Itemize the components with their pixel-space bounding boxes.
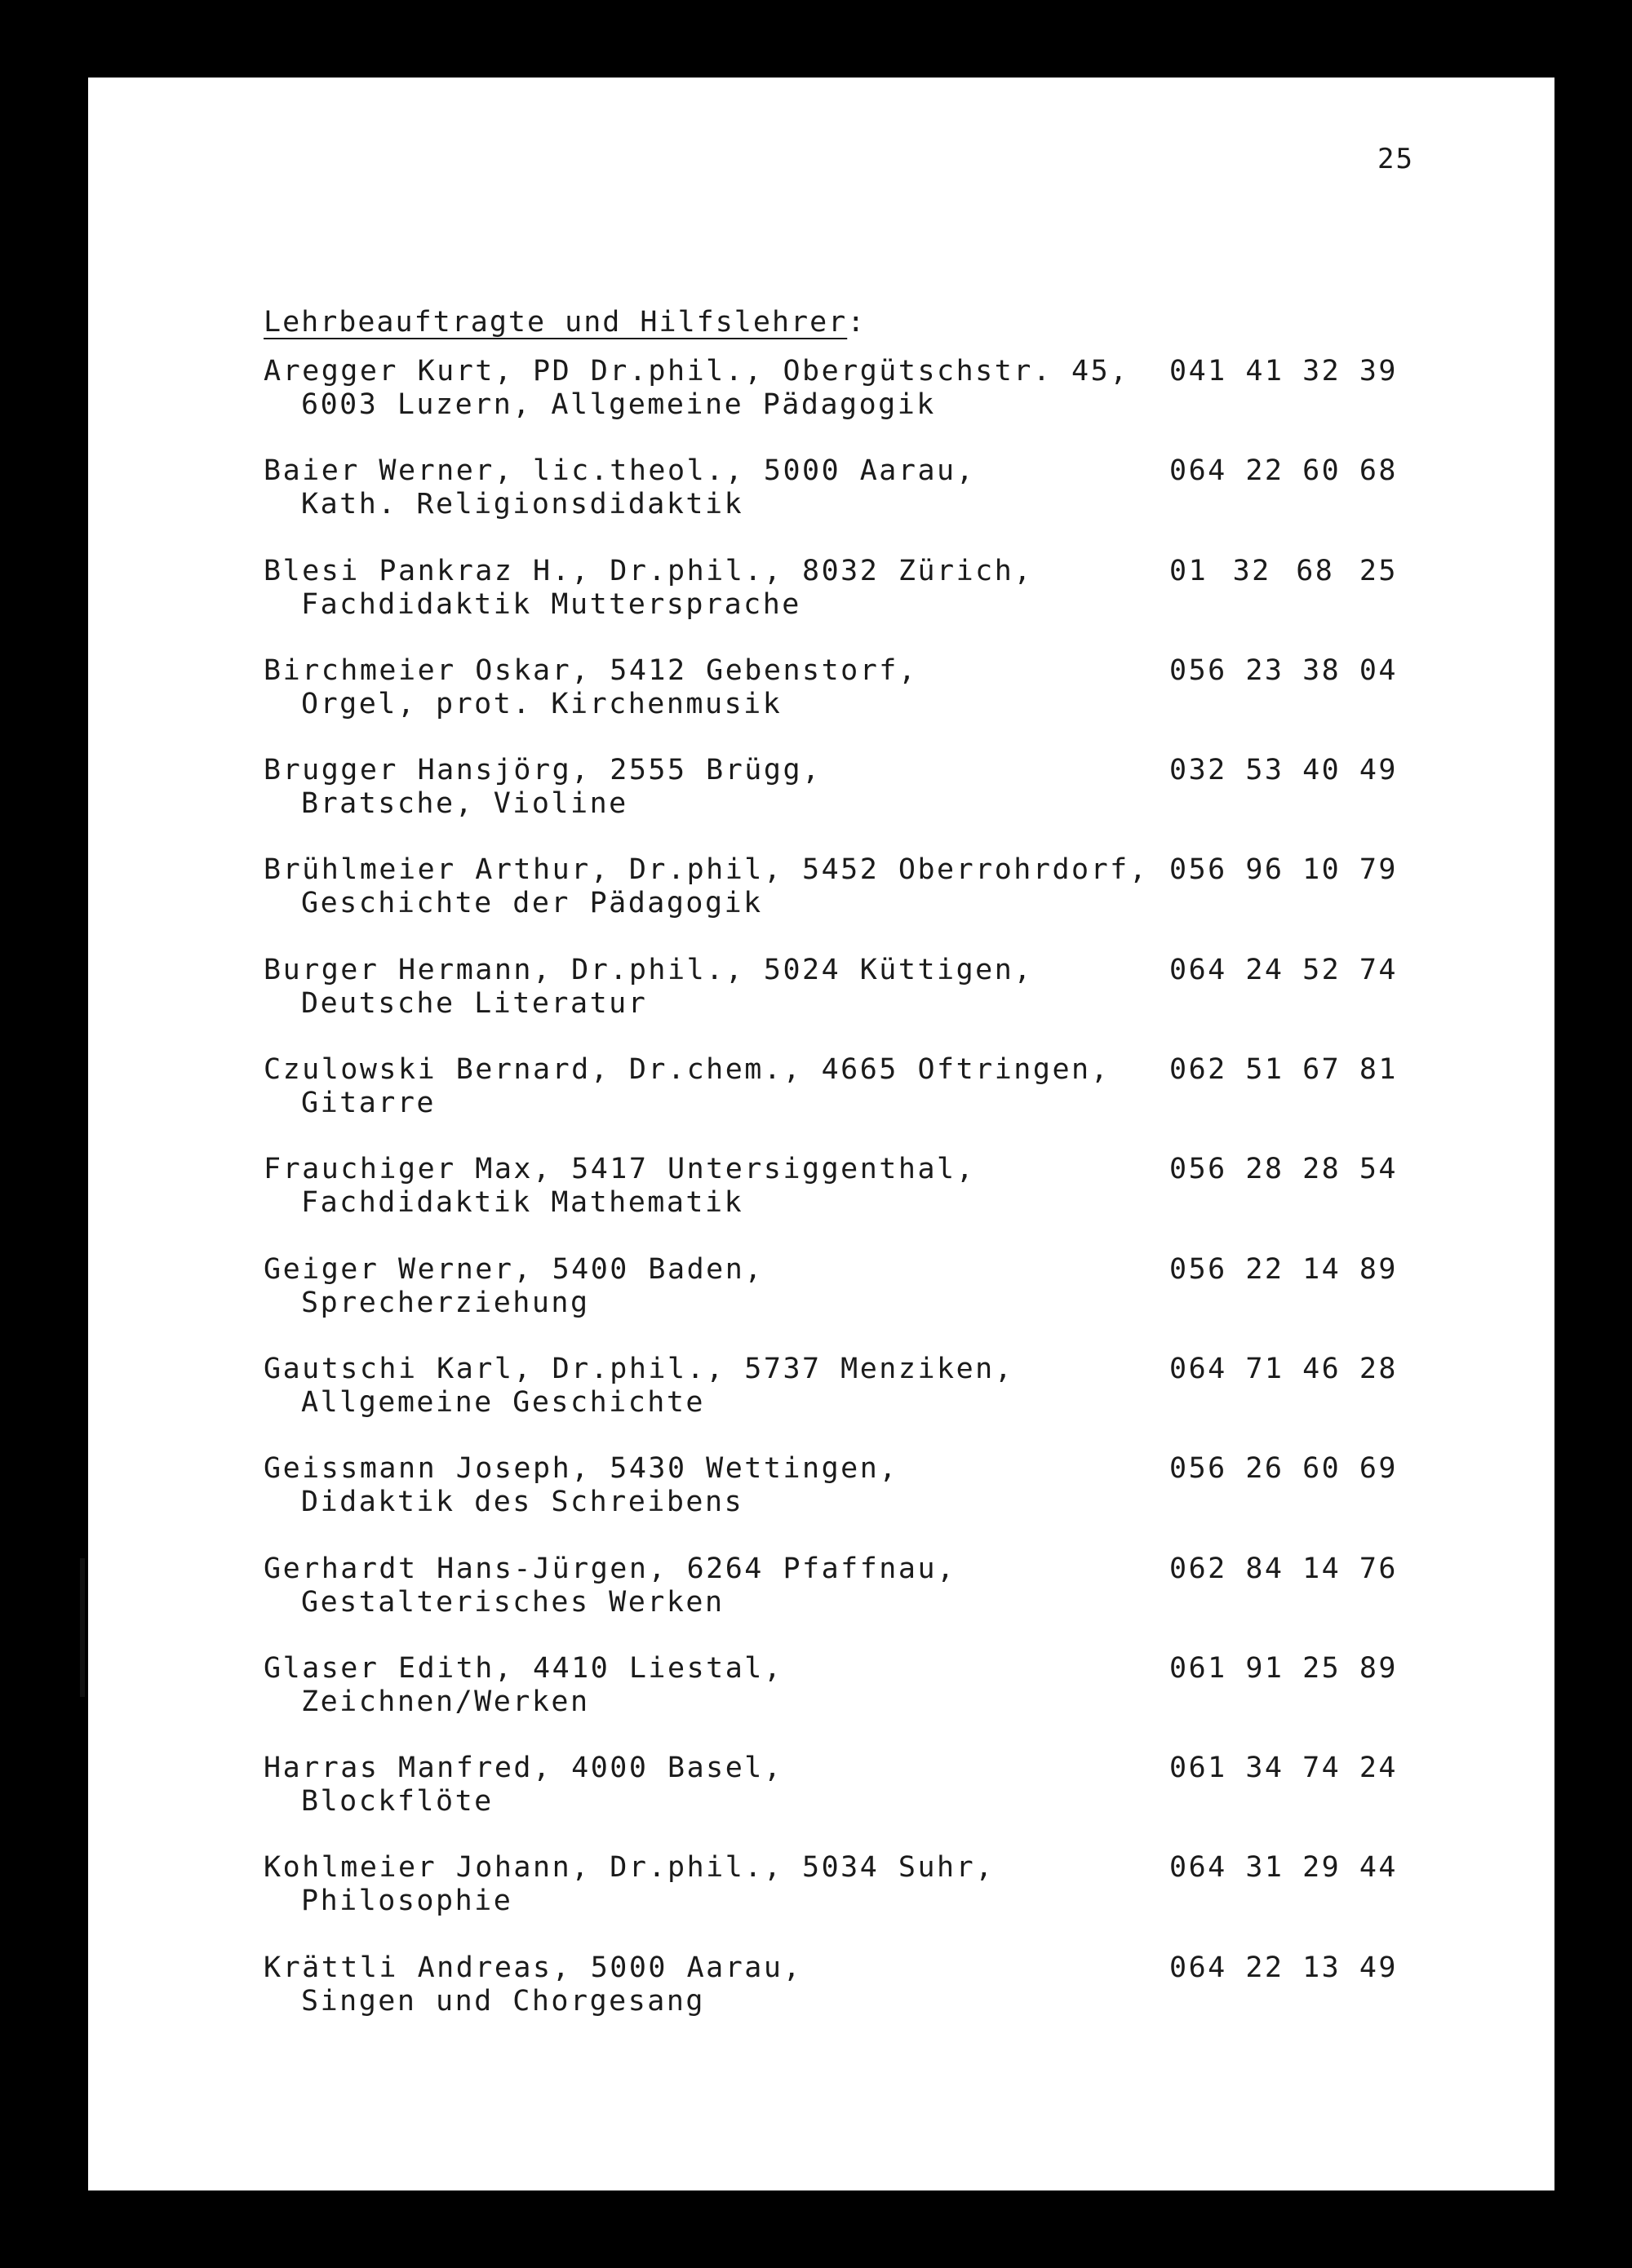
staff-entry <box>264 1752 1488 1818</box>
staff-entry <box>264 355 1488 422</box>
staff-subject: Blockflöte <box>301 1785 494 1818</box>
phone-part: 31 <box>1245 1851 1284 1885</box>
staff-entry <box>264 654 1488 721</box>
phone-part: 26 <box>1245 1452 1284 1486</box>
phone-part: 40 <box>1302 754 1342 787</box>
staff-subject: 6003 Luzern, Allgemeine Pädagogik <box>301 388 936 421</box>
phone-part: 49 <box>1359 754 1398 787</box>
staff-phone <box>1169 1053 1398 1087</box>
phone-part: 056 <box>1169 1452 1227 1486</box>
staff-entry <box>264 1153 1488 1220</box>
staff-name-address: Kohlmeier Johann, Dr.phil., 5034 Suhr, <box>264 1851 995 1885</box>
staff-name-address: Birchmeier Oskar, 5412 Gebenstorf, <box>264 653 918 687</box>
phone-part: 53 <box>1245 754 1284 787</box>
staff-subject: Gestalterisches Werken <box>301 1585 725 1619</box>
staff-phone <box>1169 1353 1398 1386</box>
staff-entry <box>264 1253 1488 1320</box>
phone-part: 064 <box>1169 1851 1227 1885</box>
staff-subject: Didaktik des Schreibens <box>301 1486 744 1519</box>
staff-entry <box>264 1553 1488 1619</box>
phone-part: 25 <box>1302 1651 1342 1685</box>
phone-part: 13 <box>1302 1951 1342 1984</box>
phone-part: 96 <box>1245 853 1284 887</box>
staff-subject: Gitarre <box>301 1087 437 1120</box>
phone-part: 24 <box>1359 1752 1398 1785</box>
phone-part: 28 <box>1302 1153 1342 1186</box>
staff-phone <box>1169 454 1398 488</box>
staff-subject: Allgemeine Geschichte <box>301 1385 706 1419</box>
staff-phone <box>1169 853 1398 887</box>
staff-entry <box>264 1652 1488 1719</box>
staff-entry <box>264 853 1488 920</box>
section-heading-colon: : <box>847 306 867 339</box>
phone-part: 44 <box>1359 1851 1398 1885</box>
staff-subject: Sprecherziehung <box>301 1286 590 1319</box>
phone-part: 41 <box>1245 355 1284 388</box>
staff-name-address: Aregger Kurt, PD Dr.phil., Obergütschstr. 45, <box>264 355 1129 388</box>
staff-phone <box>1169 954 1398 987</box>
phone-part: 056 <box>1169 1153 1227 1186</box>
staff-name-address: Brugger Hansjörg, 2555 Brügg, <box>264 754 822 787</box>
staff-subject: Zeichnen/Werken <box>301 1685 590 1718</box>
phone-part: 064 <box>1169 953 1227 986</box>
phone-part: 71 <box>1245 1352 1284 1385</box>
phone-part: 68 <box>1296 554 1335 587</box>
phone-part: 061 <box>1169 1651 1227 1685</box>
phone-part: 60 <box>1302 454 1342 488</box>
phone-part: 064 <box>1169 1352 1227 1385</box>
staff-name-address: Gerhardt Hans-Jürgen, 6264 Pfaffnau, <box>264 1552 956 1585</box>
phone-part: 79 <box>1359 853 1398 887</box>
phone-part: 74 <box>1359 953 1398 986</box>
phone-part: 89 <box>1359 1651 1398 1685</box>
phone-part: 062 <box>1169 1552 1227 1585</box>
phone-part: 68 <box>1359 454 1398 488</box>
phone-part: 25 <box>1359 554 1398 587</box>
phone-part: 062 <box>1169 1053 1227 1087</box>
staff-name-address: Gautschi Karl, Dr.phil., 5737 Menziken, <box>264 1352 1014 1385</box>
staff-name-address: Baier Werner, lic.theol., 5000 Aarau, <box>264 454 976 488</box>
phone-part: 28 <box>1245 1153 1284 1186</box>
phone-part: 91 <box>1245 1651 1284 1685</box>
staff-name-address: Frauchiger Max, 5417 Untersiggenthal, <box>264 1153 976 1186</box>
phone-part: 10 <box>1302 853 1342 887</box>
phone-part: 23 <box>1245 653 1284 687</box>
phone-part: 32 <box>1302 355 1342 388</box>
staff-name-address: Glaser Edith, 4410 Liestal, <box>264 1651 783 1685</box>
phone-part: 67 <box>1302 1053 1342 1087</box>
phone-part: 24 <box>1245 953 1284 986</box>
staff-name-address: Brühlmeier Arthur, Dr.phil, 5452 Oberrohrdorf, <box>264 853 1149 887</box>
phone-part: 28 <box>1359 1352 1398 1385</box>
staff-phone <box>1169 1652 1398 1685</box>
section-heading-text: Lehrbeauftragte und Hilfslehrer <box>264 306 848 339</box>
phone-part: 76 <box>1359 1552 1398 1585</box>
phone-part: 14 <box>1302 1252 1342 1286</box>
phone-part: 60 <box>1302 1452 1342 1486</box>
staff-subject: Fachdidaktik Muttersprache <box>301 587 801 621</box>
phone-part: 32 <box>1232 554 1271 587</box>
staff-phone <box>1169 1452 1398 1486</box>
phone-part: 29 <box>1302 1851 1342 1885</box>
staff-phone <box>1169 654 1398 688</box>
staff-phone <box>1169 1153 1398 1186</box>
staff-name-address: Geiger Werner, 5400 Baden, <box>264 1252 764 1286</box>
staff-entry <box>264 954 1488 1021</box>
staff-list <box>264 355 1488 2051</box>
staff-subject: Philosophie <box>301 1885 513 1918</box>
staff-phone <box>1169 754 1398 787</box>
staff-name-address: Czulowski Bernard, Dr.chem., 4665 Oftringen, <box>264 1053 1111 1087</box>
scan-margin-mark <box>80 1558 85 1697</box>
phone-part: 49 <box>1359 1951 1398 1984</box>
phone-part: 056 <box>1169 653 1227 687</box>
staff-subject: Fachdidaktik Mathematik <box>301 1186 744 1220</box>
section-heading <box>264 306 866 339</box>
phone-part: 69 <box>1359 1452 1398 1486</box>
staff-entry <box>264 1053 1488 1120</box>
phone-part: 46 <box>1302 1352 1342 1385</box>
phone-part: 39 <box>1359 355 1398 388</box>
phone-part: 81 <box>1359 1053 1398 1087</box>
staff-entry <box>264 1452 1488 1519</box>
phone-part: 52 <box>1302 953 1342 986</box>
staff-name-address: Geissmann Joseph, 5430 Wettingen, <box>264 1452 898 1486</box>
phone-part: 38 <box>1302 653 1342 687</box>
staff-entry <box>264 754 1488 821</box>
staff-subject: Bratsche, Violine <box>301 787 628 821</box>
staff-subject: Geschichte der Pädagogik <box>301 887 763 920</box>
staff-phone <box>1169 1851 1398 1885</box>
staff-subject: Singen und Chorgesang <box>301 1984 706 2018</box>
staff-phone <box>1169 1752 1398 1785</box>
document-page <box>88 78 1554 2190</box>
staff-entry <box>264 1851 1488 1918</box>
staff-name-address: Burger Hermann, Dr.phil., 5024 Küttigen, <box>264 953 1033 986</box>
staff-name-address: Krättli Andreas, 5000 Aarau, <box>264 1951 803 1984</box>
staff-phone <box>1169 1553 1398 1586</box>
staff-entry <box>264 555 1488 622</box>
phone-part: 041 <box>1169 355 1227 388</box>
staff-subject: Kath. Religionsdidaktik <box>301 488 744 521</box>
staff-entry <box>264 1951 1488 2018</box>
phone-part: 74 <box>1302 1752 1342 1785</box>
staff-entry <box>264 1353 1488 1420</box>
phone-part: 84 <box>1245 1552 1284 1585</box>
phone-part: 032 <box>1169 754 1227 787</box>
phone-part: 061 <box>1169 1752 1227 1785</box>
phone-part: 22 <box>1245 1252 1284 1286</box>
staff-phone <box>1169 1951 1398 1985</box>
phone-part: 22 <box>1245 1951 1284 1984</box>
staff-subject: Orgel, prot. Kirchenmusik <box>301 687 783 720</box>
staff-subject: Deutsche Literatur <box>301 986 648 1020</box>
phone-part: 51 <box>1245 1053 1284 1087</box>
staff-phone <box>1169 355 1398 388</box>
phone-part: 064 <box>1169 1951 1227 1984</box>
phone-part: 056 <box>1169 853 1227 887</box>
page-number: 25 <box>1377 143 1414 175</box>
phone-part: 064 <box>1169 454 1227 488</box>
staff-phone <box>1169 555 1398 588</box>
phone-part: 14 <box>1302 1552 1342 1585</box>
phone-part: 34 <box>1245 1752 1284 1785</box>
staff-phone <box>1169 1253 1398 1287</box>
phone-part: 01 <box>1169 554 1208 587</box>
phone-part: 04 <box>1359 653 1398 687</box>
staff-entry <box>264 454 1488 521</box>
phone-part: 54 <box>1359 1153 1398 1186</box>
phone-part: 22 <box>1245 454 1284 488</box>
phone-part: 056 <box>1169 1252 1227 1286</box>
phone-part: 89 <box>1359 1252 1398 1286</box>
staff-name-address: Blesi Pankraz H., Dr.phil., 8032 Zürich, <box>264 554 1033 587</box>
staff-name-address: Harras Manfred, 4000 Basel, <box>264 1752 783 1785</box>
